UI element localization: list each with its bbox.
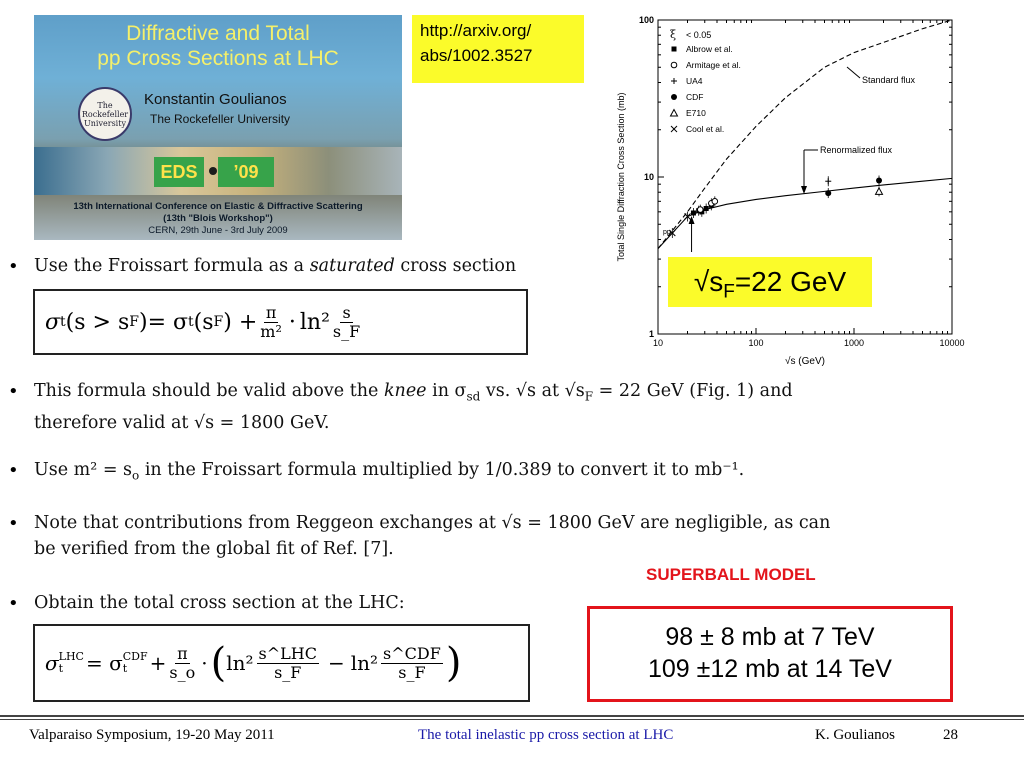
f2-minus: − — [327, 651, 345, 675]
b2-sub: sd — [466, 389, 481, 404]
footer-event: Valparaiso Symposium, 19-20 May 2011 — [29, 727, 275, 743]
f1-dot: · — [288, 309, 296, 335]
banner-affiliation: The Rockefeller University — [150, 112, 291, 126]
renormalized-flux-label: Renormalized flux — [820, 145, 893, 155]
legend-label: Cool et al. — [686, 124, 725, 134]
footer-talk-title: The total inelastic pp cross section at LHC — [418, 727, 674, 743]
seal-text: The Rockefeller University — [81, 100, 129, 128]
legend-marker — [671, 110, 678, 117]
f1-sigma: σ — [45, 309, 61, 335]
f1-eq: = σ — [147, 309, 189, 335]
footer-author: K. Goulianos — [815, 727, 895, 743]
superball-model-heading: SUPERBALL MODEL — [646, 565, 816, 584]
arxiv-url-line1: http://arxiv.org/ — [420, 21, 532, 40]
conference-banner — [34, 15, 402, 240]
b3-sub: o — [132, 468, 140, 483]
f2-sigma: σ — [45, 651, 59, 675]
x-tick-label: 10 — [652, 338, 664, 348]
legend-label: E710 — [686, 108, 706, 118]
f2-lhs-sub: t — [58, 662, 64, 675]
data-point — [712, 199, 718, 205]
footer-divider — [0, 715, 1024, 717]
f2-frac2-den: s_F — [274, 662, 302, 682]
f1-ln2: ln² — [299, 309, 330, 335]
f2-ln2: ln² — [350, 651, 379, 675]
y-axis-label: Total Single Diffraction Cross Section (mb) — [616, 92, 626, 262]
data-point — [691, 210, 696, 215]
cross-section-chart — [604, 6, 974, 376]
bullet-dot: • — [8, 256, 19, 277]
f2-dot: · — [201, 651, 208, 675]
bullet-4-line1: Note that contributions from Reggeon exchanges at √s = 1800 GeV are negligible, as can — [34, 513, 831, 533]
f2-frac-pi-so — [169, 645, 195, 682]
sqrt-sf-prefix: √s — [693, 266, 724, 297]
bullet-4-text — [34, 510, 830, 562]
b2-em: knee — [383, 381, 427, 401]
f2-ln1: ln² — [226, 651, 254, 675]
bullet-1-post: cross section — [394, 256, 517, 276]
y-tick-label: 10 — [643, 172, 654, 182]
prediction-7tev: 98 ± 8 mb at 7 TeV — [665, 623, 875, 651]
eds-year-logo: ’09 — [218, 157, 274, 187]
footer-page-number: 28 — [943, 727, 958, 743]
f2-rhs-sub: t — [122, 662, 128, 675]
f1-frac1-num: π — [265, 302, 277, 322]
bullet-1-text — [34, 253, 516, 279]
bullet-2-text — [34, 378, 793, 436]
f2-frac3-num: s^CDF — [383, 643, 441, 663]
f2-frac3-den: s_F — [398, 662, 426, 682]
bullet-5-text: Obtain the total cross section at the LHC: — [34, 593, 405, 613]
eds-logo: EDS — [154, 157, 204, 187]
x-axis-label: √s (GeV) — [785, 356, 825, 367]
b2-post: in σ — [426, 381, 467, 401]
f1-close: ) — [138, 309, 148, 335]
legend-label: Albrow et al. — [686, 44, 733, 54]
f1-frac2-num: s — [342, 302, 351, 322]
eds-logo-dot — [209, 167, 217, 175]
standard-flux-arrow — [847, 67, 860, 78]
b3-text: Use m² = s — [34, 460, 133, 480]
arxiv-url-line2: abs/1002.3527 — [420, 46, 533, 65]
bullet-dot: • — [8, 593, 19, 614]
banner-title-line2: pp Cross Sections at LHC — [97, 47, 339, 70]
sqrt-sf-label — [668, 257, 872, 307]
banner-title-line1: Diffractive and Total — [126, 22, 310, 45]
data-point — [704, 206, 709, 211]
bullet-dot: • — [8, 381, 19, 402]
sqrt-sf-suffix: =22 GeV — [734, 266, 847, 297]
froissart-formula-box — [33, 289, 528, 355]
banner-title — [34, 21, 402, 71]
bullet-4-line2: be verified from the global fit of Ref. [7]. — [34, 539, 394, 559]
prediction-14tev: 109 ±12 mb at 14 TeV — [648, 655, 892, 683]
data-point — [876, 188, 883, 195]
conference-line2: (13th "Blois Workshop") — [163, 213, 273, 224]
bullet-dot: • — [8, 513, 19, 534]
conference-info — [34, 201, 402, 237]
f2-plus: + — [149, 651, 167, 675]
b3-tail: in the Froissart formula multiplied by 1/0.389 to convert it to mb⁻¹. — [139, 460, 745, 480]
f2-frac2-num: s^LHC — [258, 643, 317, 663]
f1-frac1-den: m² — [260, 321, 282, 341]
f1-frac-pi-m2 — [260, 304, 282, 341]
f2-frac-cdf — [381, 645, 443, 682]
f1-rhs-close: ) + — [223, 309, 258, 335]
f1-arg-sub: F — [129, 314, 139, 330]
rockefeller-seal — [78, 87, 132, 141]
arxiv-url-box[interactable] — [412, 15, 584, 83]
sqrt-sf-sub: F — [723, 281, 735, 303]
f2-open-paren: ( — [210, 640, 227, 686]
y-tick-label: 100 — [638, 15, 654, 25]
x-tick-label: 100 — [748, 338, 764, 348]
conference-line1: 13th International Conference on Elastic & Diffractive Scattering — [73, 201, 363, 212]
f2-lhs-scripts — [59, 651, 84, 675]
f2-rhs-scripts — [123, 651, 148, 675]
f2-frac-lhc — [257, 645, 319, 682]
bullet-1-pre: Use the Froissart formula as a — [34, 256, 310, 276]
f2-close-paren: ) — [445, 640, 462, 686]
lhc-prediction-box — [587, 606, 953, 702]
x-tick-label: 1000 — [843, 338, 865, 348]
b2-pre: This formula should be valid above the — [34, 381, 384, 401]
f2-frac1-num: π — [177, 643, 188, 663]
data-point — [697, 207, 703, 213]
f1-rhs-arg: (s — [193, 309, 214, 335]
legend-marker — [671, 94, 677, 100]
legend-label: Armitage et al. — [686, 60, 741, 70]
b2-tail: vs. √s at √s — [480, 381, 585, 401]
footer-divider-thin — [0, 719, 1024, 720]
f1-frac2-den: s_F — [332, 321, 361, 341]
legend-xi-symbol: ξ — [670, 28, 677, 41]
f2-frac1-den: s_o — [169, 662, 196, 682]
bullet-3-text — [34, 457, 744, 489]
legend-label: UA4 — [686, 76, 703, 86]
legend-label: CDF — [686, 92, 704, 102]
f1-rhs-sub: t — [188, 314, 194, 330]
f2-rhs-sup: CDF — [122, 650, 148, 663]
b2-end: = 22 GeV (Fig. 1) and — [593, 381, 793, 401]
f1-rhs-arg-sub: F — [213, 314, 224, 330]
bullet-2-line1 — [34, 378, 793, 410]
x-tick-label: 10000 — [939, 338, 965, 348]
pp-label: pp — [663, 229, 671, 236]
bullet-dot: • — [8, 460, 19, 481]
data-point — [876, 177, 882, 183]
legend-marker — [671, 62, 677, 68]
f2-lhs-sup: LHC — [58, 650, 84, 663]
data-point — [825, 190, 831, 196]
f1-arg: (s > s — [65, 309, 130, 335]
renormalized-flux-arrowhead — [801, 186, 807, 194]
y-tick-label: 1 — [648, 329, 654, 339]
standard-flux-label: Standard flux — [862, 75, 916, 85]
legend-marker — [672, 47, 677, 52]
lhc-formula-box — [33, 624, 530, 702]
legend-label: < 0.05 — [686, 30, 712, 40]
bullet-2-line2: therefore valid at √s = 1800 GeV. — [34, 412, 330, 433]
f2-eq: = σ — [85, 651, 123, 675]
banner-author: Konstantin Goulianos — [144, 91, 287, 108]
bullet-1-em: saturated — [309, 256, 395, 276]
conference-line3: CERN, 29th June - 3rd July 2009 — [148, 225, 288, 236]
f1-sub-t: t — [60, 314, 66, 330]
b2-sub2: F — [584, 389, 594, 404]
f1-frac-s-sf — [333, 304, 360, 341]
